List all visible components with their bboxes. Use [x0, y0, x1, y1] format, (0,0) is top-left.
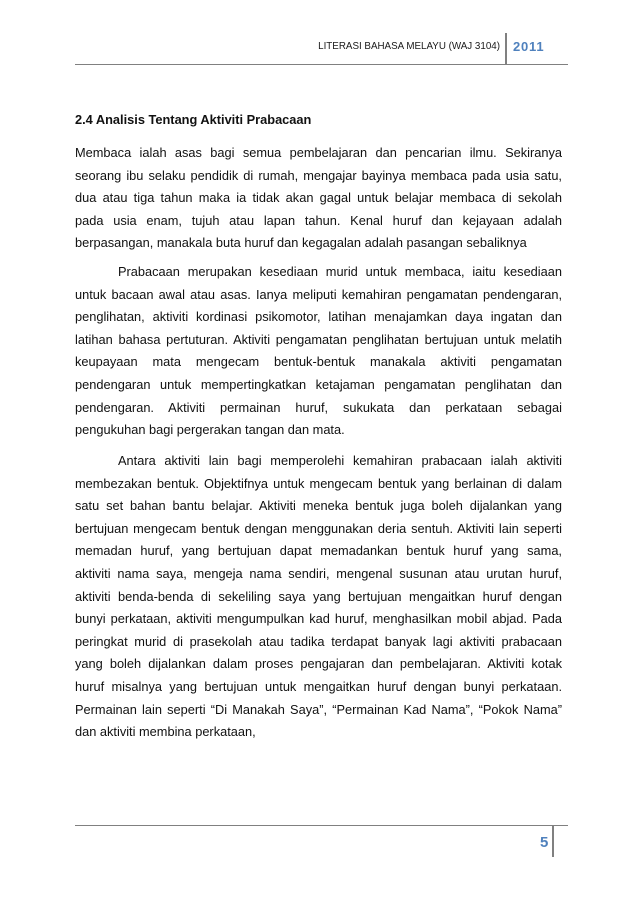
text-line: Antara aktiviti lain bagi memperolehi kemahiran prabacaan ialah aktiviti: [118, 453, 562, 468]
paragraph-1: [75, 142, 562, 255]
footer-divider: [552, 825, 554, 857]
text-line: seorang ibu selaku pendidik di rumah, mengajar bayinya membaca pada usia satu,: [75, 167, 562, 183]
text-line: Membaca ialah asas bagi semua pembelajaran dan pencarian ilmu. Sekiranya: [75, 145, 562, 160]
footer-rule: [75, 825, 568, 826]
text-line: peringkat murid di prasekolah atau tadika terdapat banyak lagi aktiviti prabacaan: [75, 633, 562, 649]
text-line: pendengaran untuk mempertingkatkan ketajaman pengamatan penglihatan dan: [75, 376, 562, 392]
text-line: satu set bahan bantu belajar. Aktiviti meneka bentuk juga boleh dijalankan yang: [75, 498, 562, 514]
header-year: 2011: [513, 39, 545, 54]
paragraph-3: [75, 450, 562, 744]
text-line: pengukuhan bagi pergerakan tangan dan mata.: [75, 422, 345, 438]
text-line: memadan huruf, yang bertujuan dapat memadankan bentuk huruf yang sama,: [75, 543, 562, 559]
page-number: 5: [540, 834, 549, 851]
text-line: Permainan lain seperti “Di Manakah Saya”, “Permainan Kad Nama”, “Pokok Nama”: [75, 701, 562, 717]
text-line: aktiviti nama saya, mengeja nama sendiri, mengenal susunan atau urutan huruf,: [75, 565, 562, 581]
text-line: yang boleh dijalankan dalam proses pengajaran dan pembelajaran. Aktiviti kotak: [75, 656, 562, 672]
text-line: aktiviti benda-benda di sekeliling saya yang bertujuan mengaitkan huruf dengan: [75, 588, 562, 604]
text-line: pada usia enam, tujuh atau lapan tahun. Kenal huruf dan kejayaan adalah: [75, 212, 562, 228]
paragraph-2: [75, 261, 562, 442]
text-line: dua atau tiga tahun maka ia tidak akan gagal untuk belajar membaca di sekolah: [75, 190, 562, 206]
text-line: membezakan bentuk. Objektifnya untuk mengecam bentuk yang berlainan di dalam: [75, 475, 562, 491]
text-line: bunyi perkataan, aktiviti mengumpulkan kad huruf, menghasilkan mobil abjad. Pada: [75, 611, 562, 627]
header-rule: [75, 64, 568, 65]
text-line: latihan bahasa pertuturan. Aktiviti pengamatan penglihatan bertujuan untuk melatih: [75, 331, 562, 347]
header-title: LITERASI BAHASA MELAYU (WAJ 3104): [318, 41, 500, 52]
header-divider: [505, 33, 507, 64]
text-line: bertujuan mengecam bentuk dengan menggunakan deria sentuh. Aktiviti lain seperti: [75, 520, 562, 536]
text-line: keupayaan mata mengecam bentuk-bentuk manakala aktiviti pengamatan: [75, 354, 562, 370]
text-line: dan aktiviti membina perkataan,: [75, 724, 256, 740]
text-line: berpasangan, manakala buta huruf dan kegagalan adalah pasangan sebaliknya: [75, 235, 527, 251]
text-line: Prabacaan merupakan kesediaan murid untuk membaca, iaitu kesediaan: [118, 264, 562, 279]
text-line: pendengaran. Aktiviti permainan huruf, sukukata dan perkataan sebagai: [75, 399, 562, 415]
section-heading: 2.4 Analisis Tentang Aktiviti Prabacaan: [75, 112, 312, 127]
text-line: penglihatan, aktiviti kordinasi psikomotor, latihan menajamkan daya ingatan dan: [75, 309, 562, 325]
text-line: untuk bacaan awal atau asas. Ianya meliputi kemahiran pengamatan pendengaran,: [75, 286, 562, 302]
text-line: huruf misalnya yang bertujuan untuk mengaitkan huruf dengan bunyi perkataan.: [75, 678, 562, 694]
